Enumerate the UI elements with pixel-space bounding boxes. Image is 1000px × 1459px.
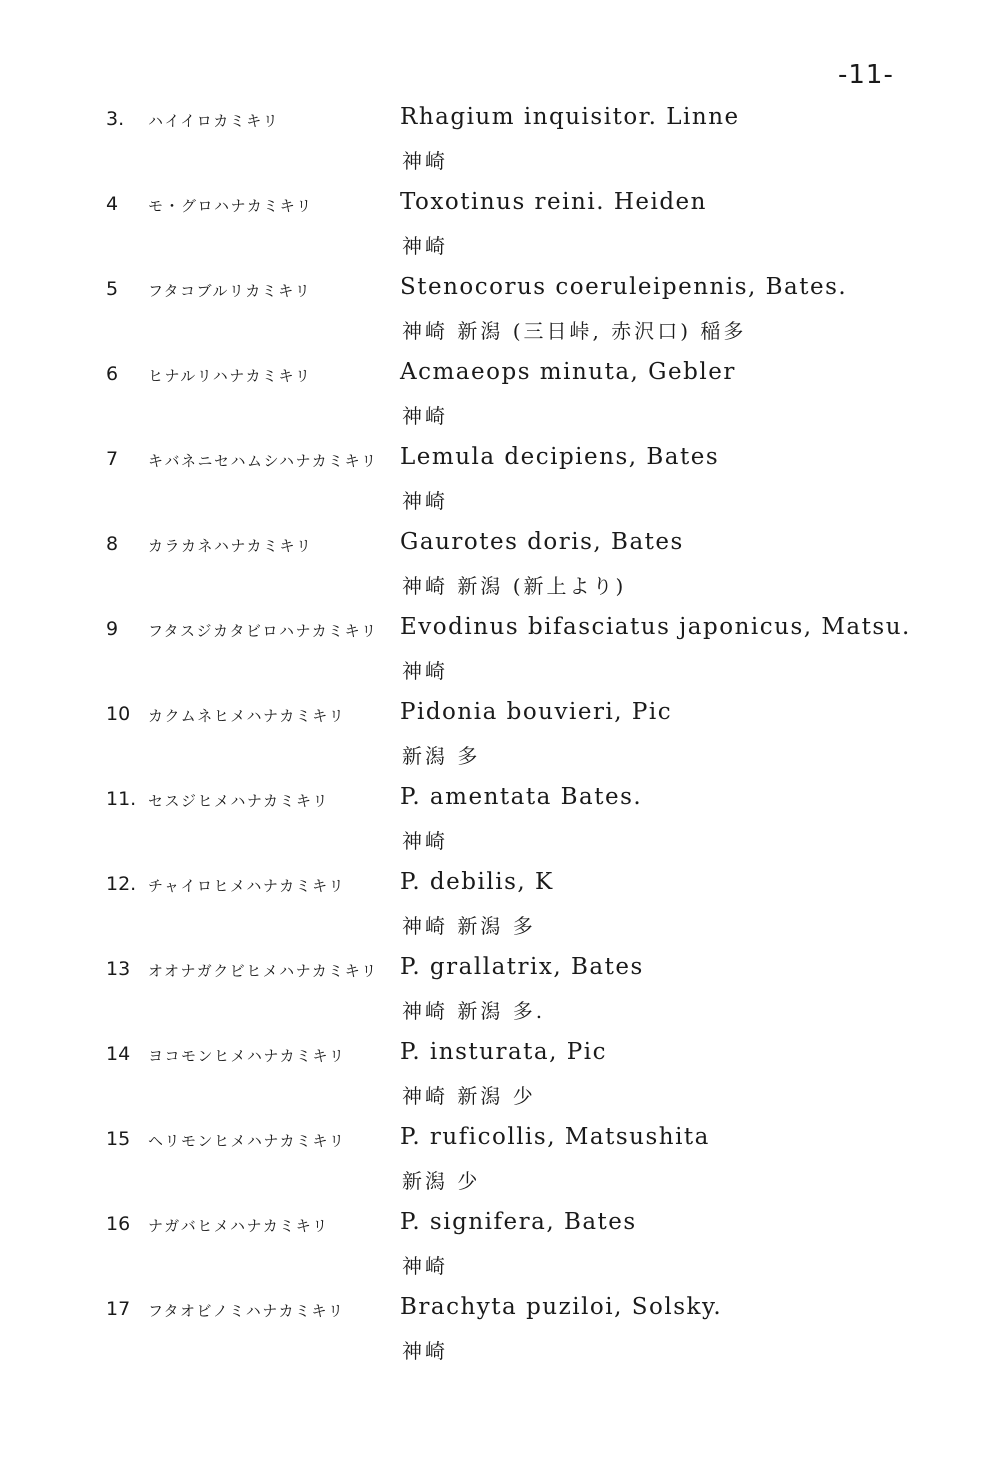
list-item bbox=[0, 525, 1000, 610]
entry-number: 7 bbox=[106, 448, 119, 470]
scientific-name: Rhagium inquisitor. Linne bbox=[400, 104, 740, 130]
entry-number: 4 bbox=[106, 193, 119, 215]
list-item bbox=[0, 185, 1000, 270]
list-item bbox=[0, 440, 1000, 525]
scientific-name: Evodinus bifasciatus japonicus, Matsu. bbox=[400, 614, 911, 640]
locality: 神崎 bbox=[402, 1339, 448, 1363]
japanese-name: キバネニセハムシハナカミキリ bbox=[148, 452, 378, 470]
entry-number: 17 bbox=[106, 1298, 131, 1320]
locality: 神崎 bbox=[402, 404, 448, 428]
locality: 新潟 少 bbox=[402, 1169, 481, 1193]
scientific-name: P. amentata Bates. bbox=[400, 784, 643, 810]
scientific-name: P. ruficollis, Matsushita bbox=[400, 1124, 710, 1150]
locality: 神崎 bbox=[402, 489, 448, 513]
japanese-name: チャイロヒメハナカミキリ bbox=[148, 877, 346, 895]
locality: 神崎 bbox=[402, 234, 448, 258]
locality: 神崎 bbox=[402, 1254, 448, 1278]
scientific-name: Lemula decipiens, Bates bbox=[400, 444, 720, 470]
locality: 神崎 新潟 少 bbox=[402, 1084, 536, 1108]
list-item bbox=[0, 270, 1000, 355]
japanese-name: ナガバヒメハナカミキリ bbox=[148, 1217, 329, 1235]
scientific-name: Gaurotes doris, Bates bbox=[400, 529, 684, 555]
list-item bbox=[0, 695, 1000, 780]
scientific-name: Acmaeops minuta, Gebler bbox=[400, 359, 736, 385]
entry-number: 5 bbox=[106, 278, 119, 300]
japanese-name: カラカネハナカミキリ bbox=[148, 537, 313, 555]
list-item bbox=[0, 950, 1000, 1035]
entry-number: 13 bbox=[106, 958, 131, 980]
locality: 神崎 bbox=[402, 659, 448, 683]
scientific-name: P. grallatrix, Bates bbox=[400, 954, 644, 980]
locality: 神崎 bbox=[402, 829, 448, 853]
scientific-name: P. insturata, Pic bbox=[400, 1039, 607, 1065]
japanese-name: ハイイロカミキリ bbox=[148, 112, 280, 130]
japanese-name: モ・グロハナカミキリ bbox=[148, 197, 313, 215]
list-item bbox=[0, 610, 1000, 695]
entry-number: 3. bbox=[106, 108, 125, 130]
locality: 神崎 新潟 (新上より) bbox=[402, 574, 627, 598]
japanese-name: カクムネヒメハナカミキリ bbox=[148, 707, 346, 725]
entry-number: 14 bbox=[106, 1043, 131, 1065]
list-item bbox=[0, 865, 1000, 950]
scientific-name: P. debilis, K bbox=[400, 869, 554, 895]
locality: 新潟 多 bbox=[402, 744, 481, 768]
japanese-name: フタオビノミハナカミキリ bbox=[148, 1302, 345, 1320]
list-item bbox=[0, 1205, 1000, 1290]
japanese-name: ヨコモンヒメハナカミキリ bbox=[148, 1047, 346, 1065]
scientific-name: Toxotinus reini. Heiden bbox=[400, 189, 707, 215]
entry-number: 9 bbox=[106, 618, 119, 640]
japanese-name: フタスジカタビロハナカミキリ bbox=[148, 622, 378, 640]
locality: 神崎 新潟 (三日峠, 赤沢口) 稲多 bbox=[402, 319, 747, 343]
entry-number: 15 bbox=[106, 1128, 131, 1150]
entry-number: 12. bbox=[106, 873, 137, 895]
entry-number: 8 bbox=[106, 533, 119, 555]
entry-number: 10 bbox=[106, 703, 131, 725]
list-item bbox=[0, 355, 1000, 440]
scientific-name: Brachyta puziloi, Solsky. bbox=[400, 1294, 723, 1320]
entry-number: 16 bbox=[106, 1213, 131, 1235]
list-item bbox=[0, 1120, 1000, 1205]
list-item bbox=[0, 780, 1000, 865]
locality: 神崎 新潟 多. bbox=[402, 999, 546, 1023]
scientific-name: P. signifera, Bates bbox=[400, 1209, 637, 1235]
list-item bbox=[0, 1290, 1000, 1375]
japanese-name: セスジヒメハナカミキリ bbox=[148, 792, 330, 810]
list-item bbox=[0, 100, 1000, 185]
scientific-name: Stenocorus coeruleipennis, Bates. bbox=[400, 274, 848, 300]
entry-number: 6 bbox=[106, 363, 119, 385]
locality: 神崎 新潟 多 bbox=[402, 914, 536, 938]
japanese-name: ヒナルリハナカミキリ bbox=[148, 367, 312, 385]
locality: 神崎 bbox=[402, 149, 448, 173]
entry-number: 11. bbox=[106, 788, 137, 810]
japanese-name: ヘリモンヒメハナカミキリ bbox=[148, 1132, 346, 1150]
japanese-name: オオナガクビヒメハナカミキリ bbox=[148, 962, 378, 980]
scientific-name: Pidonia bouvieri, Pic bbox=[400, 699, 673, 725]
japanese-name: フタコブルリカミキリ bbox=[148, 282, 312, 300]
page-number: -11- bbox=[838, 60, 894, 90]
list-item bbox=[0, 1035, 1000, 1120]
species-list bbox=[0, 100, 1000, 1375]
